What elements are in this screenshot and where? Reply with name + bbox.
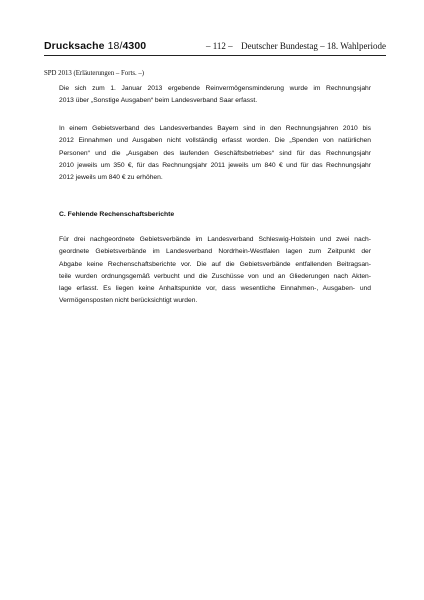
paragraph-line: lage erfasst. Es liegen keine Anhaltspunkte vor, dass wesentliche Einnahmen-, Ausgaben- und bbox=[59, 285, 371, 293]
section-heading: C. Fehlende Rechenschaftsberichte bbox=[59, 211, 175, 218]
page-header bbox=[44, 40, 386, 54]
paragraph-line: teile wurden ordnungsgemäß verbucht und die Zuschüsse von und an Gliederungen nach Akten- bbox=[59, 272, 371, 280]
paragraph-3 bbox=[59, 234, 371, 308]
paragraph-1 bbox=[59, 83, 371, 108]
paragraph-line: 2012 Einnahmen und Ausgaben nicht vollständig erfasst worden. Die „Spenden von natürlichen bbox=[59, 137, 371, 145]
paragraph-line: In einem Gebietsverband des Landesverbandes Bayern sind in den Rechnungsjahren 2010 bis bbox=[59, 125, 371, 132]
paragraph-line: Vermögensposten nicht berücksichtigt wurden. bbox=[59, 297, 198, 305]
doc-number bbox=[44, 40, 146, 52]
publisher-label: Deutscher Bundestag – 18. Wahlperiode bbox=[241, 41, 386, 51]
page-number: – 112 – bbox=[206, 41, 233, 51]
header-rule bbox=[44, 55, 386, 56]
paragraph-line: 2012 jeweils um 840 € zu erhöhen. bbox=[59, 174, 163, 182]
paragraph-line: Personen“ und die „Ausgaben des laufenden Geschäftsbetriebes“ sind für das Rechnungsjahr bbox=[59, 149, 371, 157]
paragraph-line: Die sich zum 1. Januar 2013 ergebende Reinvermögensminderung wurde im Rechnungsjahr bbox=[59, 85, 371, 92]
paragraph-line: 2013 über „Sonstige Ausgaben“ beim Landesverband Saar erfasst. bbox=[59, 97, 258, 105]
doc-label: Drucksache bbox=[44, 40, 105, 52]
doc-number-prefix: 18/ bbox=[107, 40, 123, 52]
paragraph-2 bbox=[59, 123, 371, 184]
paragraph-line: 2010 jeweils um 350 €, für das Rechnungsjahr 2011 jeweils um 840 € und für das Rechnungsjahr bbox=[59, 161, 371, 169]
doc-number-suffix: 4300 bbox=[122, 40, 147, 52]
section-subheader: SPD 2013 (Erläuterungen – Forts. –) bbox=[44, 70, 145, 77]
paragraph-line: geordnete Gebietsverbände im Landesverband Nordrhein-Westfalen lagen zum Zeitpunkt der bbox=[59, 248, 371, 256]
paragraph-line: Für drei nachgeordnete Gebietsverbände im Landesverband Schleswig-Holstein und zwei nach- bbox=[59, 236, 371, 243]
paragraph-line: Abgabe keine Rechenschaftsberichte vor. Die auf die Gebietsverbände entfallenden Beitragsan- bbox=[59, 260, 371, 268]
